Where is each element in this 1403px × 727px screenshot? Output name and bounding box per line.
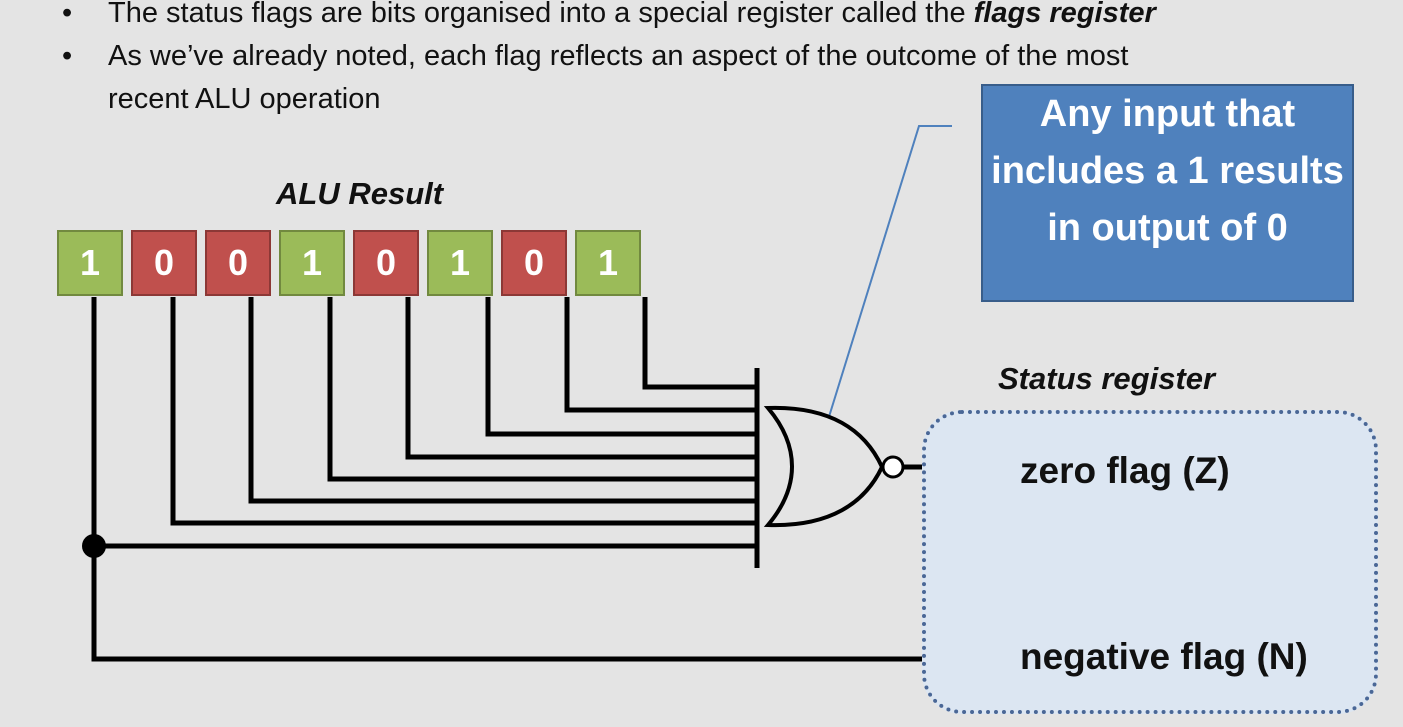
bullet-dot: •	[62, 40, 73, 72]
bullet-dot: •	[62, 0, 73, 29]
bit-cell: 1	[279, 230, 345, 296]
bit-cell: 0	[205, 230, 271, 296]
junction-dot	[82, 534, 106, 558]
callout-box: Any input that includes a 1 results in output of 0	[981, 84, 1354, 302]
wire-bit-3	[251, 297, 757, 501]
callout-pointer-line	[828, 126, 952, 420]
zero-flag-label: zero flag (Z)	[1020, 450, 1230, 491]
nor-gate-bubble	[883, 457, 903, 477]
wire-bit-8	[645, 297, 757, 387]
wire-bit-6	[488, 297, 757, 434]
bit-cell: 0	[501, 230, 567, 296]
bullet-emphasis: flags register	[973, 0, 1156, 29]
bit-cell: 0	[131, 230, 197, 296]
bit-cell: 1	[575, 230, 641, 296]
negative-flag-label: negative flag (N)	[1020, 636, 1308, 677]
nor-gate	[768, 408, 882, 525]
bit-cell: 0	[353, 230, 419, 296]
bullet-text: As we’ve already noted, each flag reflects an aspect of the outcome of the most recent ALU operation	[108, 40, 1129, 115]
status-register-title: Status register	[998, 361, 1216, 396]
bit-cell: 1	[427, 230, 493, 296]
alu-bits	[57, 230, 641, 296]
alu-result-title: ALU Result	[276, 176, 444, 211]
bullet-text: The status flags are bits organised into a special register called the	[108, 0, 974, 29]
wire-bit-7	[567, 297, 757, 410]
bit-cell: 1	[57, 230, 123, 296]
